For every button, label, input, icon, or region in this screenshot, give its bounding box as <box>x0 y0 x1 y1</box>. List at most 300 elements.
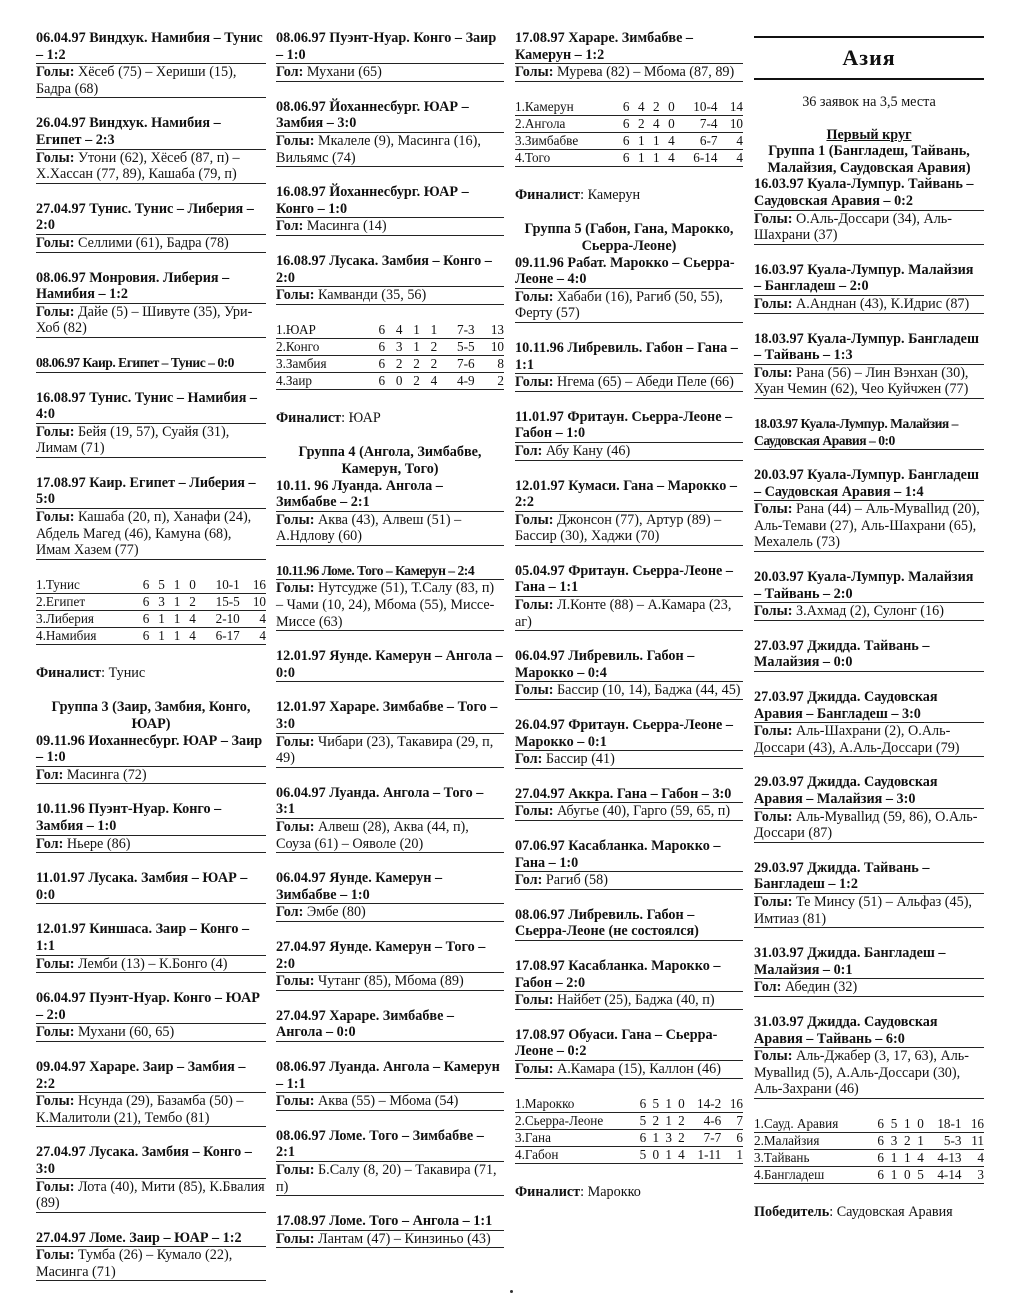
match-goals <box>754 894 984 928</box>
goals-label: Гол: <box>754 979 782 996</box>
team-name: 4.Заир <box>276 372 368 389</box>
match-goals <box>276 64 504 82</box>
standings-table <box>515 99 743 167</box>
goals-text: Масинга (72) <box>66 766 147 783</box>
standings-cell: 1 <box>646 1129 659 1146</box>
standings-cell: 13 <box>475 322 504 339</box>
match-header: 26.04.97 Фритаун. Сьерра-Леоне – Марокко – 0:1 <box>515 717 743 751</box>
goals-text: Рагиб (58) <box>545 872 608 889</box>
match-goals <box>515 803 743 821</box>
goals-label: Голы: <box>276 287 315 304</box>
team-name: 2.Египет <box>36 593 134 610</box>
match-header: 06.04.97 Либревиль. Габон – Марокко – 0:4 <box>515 648 743 682</box>
standings-cell: 1 <box>149 627 165 644</box>
standings-cell: 4 <box>672 1146 685 1163</box>
goals-label: Голы: <box>515 803 554 820</box>
goals-label: Голы: <box>515 288 554 305</box>
page-mark <box>510 1290 513 1293</box>
goals-text: Эмбе (80) <box>306 904 366 921</box>
match-entry <box>276 563 504 631</box>
column-2 <box>276 30 504 1265</box>
standings-row <box>754 1132 984 1149</box>
match-entry <box>515 563 743 631</box>
standings-row <box>36 610 266 627</box>
match-entry <box>754 176 984 244</box>
team-name: 3.Тайвань <box>754 1149 871 1166</box>
match-goals <box>754 723 984 757</box>
team-name: 4.Габон <box>515 1146 633 1163</box>
standings-row <box>515 1129 743 1146</box>
standings-cell: 2 <box>629 115 644 132</box>
match-header: 27.04.97 Ломе. Заир – ЮАР – 1:2 <box>36 1230 266 1248</box>
standings-row <box>276 322 504 339</box>
match-entry <box>36 1230 266 1282</box>
team-name: 1.Марокко <box>515 1096 633 1113</box>
goals-label: Голы: <box>36 423 75 440</box>
standings-row <box>754 1116 984 1133</box>
goals-text: Масинга (14) <box>306 218 387 235</box>
standings-cell: 6 <box>134 627 150 644</box>
match-header: 18.03.97 Куала-Лумпур. Малайзия – Саудовская Аравия – 0:0 <box>754 416 984 450</box>
standings-cell: 6 <box>614 132 629 149</box>
match-entry <box>754 262 984 314</box>
standings-cell: 6 <box>368 338 385 355</box>
goals-text: Б.Салу (8, 20) – Такавира (71, п) <box>276 1161 497 1195</box>
match-entry <box>754 416 984 450</box>
standings-cell: 1 <box>402 322 419 339</box>
standings-cell: 1 <box>884 1166 897 1183</box>
goals-text: Аква (55) – Мбома (54) <box>318 1093 459 1110</box>
goals-text: Ньере (86) <box>66 835 131 852</box>
match-header: 16.03.97 Куала-Лумпур. Тайвань – Саудовская Аравия – 0:2 <box>754 176 984 210</box>
goals-label: Голы: <box>36 1247 75 1264</box>
match-goals <box>515 682 743 700</box>
goals-label: Голы: <box>754 723 793 740</box>
standings-cell: 14 <box>717 99 743 116</box>
finalist-value: : ЮАР <box>341 409 381 426</box>
standings-row <box>515 1096 743 1113</box>
match-header: 10.11.96 Либревиль. Габон – Гана – 1:1 <box>515 340 743 374</box>
round-heading: Первый круг <box>826 126 912 143</box>
standings-cell: 4 <box>629 99 644 116</box>
goals-text: Чутанг (85), Мбома (89) <box>318 973 464 990</box>
standings-row <box>515 1146 743 1163</box>
standings-cell: 7-7 <box>685 1129 721 1146</box>
standings-cell: 1 <box>884 1149 897 1166</box>
standings-cell: 6 <box>633 1129 646 1146</box>
match-goals <box>515 289 743 323</box>
standings-row <box>515 115 743 132</box>
goals-text: Аль-Шахрани (2), О.Аль-Доссари (43), А.Аль-Доссари (79) <box>754 723 960 756</box>
finalist-line <box>36 665 266 682</box>
match-entry <box>276 1059 504 1111</box>
match-header: 06.04.97 Яунде. Камерун – Зимбабве – 1:0 <box>276 870 504 904</box>
standings-cell: 10 <box>717 115 743 132</box>
match-header: 12.01.97 Киншаса. Заир – Конго – 1:1 <box>36 921 266 955</box>
match-entry <box>754 945 984 997</box>
match-header: 09.11.96 Рабат. Марокко – Сьерра-Леоне – 4:0 <box>515 255 743 289</box>
standings-cell: 1 <box>165 593 181 610</box>
match-goals <box>515 64 743 82</box>
standings-row <box>36 577 266 594</box>
match-entry <box>515 717 743 769</box>
match-header: 29.03.97 Джидда. Тайвань – Бангладеш – 1:2 <box>754 860 984 894</box>
goals-text: Лемби (13) – К.Бонго (4) <box>78 955 228 972</box>
standings-cell: 3 <box>149 593 165 610</box>
standings-cell: 1 <box>149 610 165 627</box>
goals-label: Гол: <box>515 872 543 889</box>
standings-cell: 0 <box>646 1146 659 1163</box>
standings-cell: 1 <box>420 322 437 339</box>
standings-cell: 6-7 <box>675 132 718 149</box>
match-header: 08.06.97 Луанда. Ангола – Камерун – 1:1 <box>276 1059 504 1093</box>
goals-label: Голы: <box>36 955 75 972</box>
team-name: 3.Замбия <box>276 355 368 372</box>
standings-cell: 2 <box>475 372 504 389</box>
goals-text: Утони (62), Хёсеб (87, п) – Х.Хассан (77, 89), Кашаба (79, п) <box>36 149 240 183</box>
match-goals <box>515 443 743 461</box>
standings-cell: 1 <box>629 149 644 166</box>
goals-text: Нутсудже (51), Т.Салу (83, п) – Чами (10, 24), Мбома (55), Миссе-Миссе (63) <box>276 580 495 630</box>
match-goals <box>276 133 504 167</box>
standings-cell: 16 <box>721 1096 743 1113</box>
match-entry <box>276 1213 504 1248</box>
team-name: 2.Сьерра-Леоне <box>515 1112 633 1129</box>
goals-text: Аль-Джабер (3, 17, 63), Аль-Мувallид (5), А.Аль-Доссари (30), Аль-Захрани (46) <box>754 1048 969 1098</box>
match-entry <box>276 1128 504 1196</box>
match-goals <box>36 1024 266 1042</box>
standings-cell: 0 <box>660 115 675 132</box>
standings-cell: 4-13 <box>924 1149 962 1166</box>
goals-label: Голы: <box>36 1178 75 1195</box>
match-goals <box>276 819 504 853</box>
match-header: 27.04.97 Яунде. Камерун – Того – 2:0 <box>276 939 504 973</box>
match-entry <box>515 838 743 890</box>
standings-cell: 7-6 <box>437 355 474 372</box>
goals-text: Лота (40), Мити (85), К.Бвалия (89) <box>36 1178 265 1212</box>
finalist-line <box>515 1184 743 1201</box>
match-entry <box>36 801 266 853</box>
team-name: 4.Бангладеш <box>754 1166 871 1183</box>
match-entry <box>36 355 266 373</box>
goals-text: А.Камара (15), Каллон (46) <box>557 1060 721 1077</box>
match-header: 10.11.96 Ломе. Того – Камерун – 2:4 <box>276 563 504 581</box>
match-entry <box>515 907 743 941</box>
standings-table <box>754 1116 984 1184</box>
finalist-line <box>515 187 743 204</box>
match-header: 27.04.97 Аккра. Гана – Габон – 3:0 <box>515 786 743 804</box>
match-header: 08.06.97 Пуэнт-Нуар. Конго – Заир – 1:0 <box>276 30 504 64</box>
standings-cell: 0 <box>911 1116 924 1133</box>
goals-text: Аль-Мувallид (59, 86), О.Аль-Доссари (87) <box>754 808 978 842</box>
goals-label: Голы: <box>276 973 315 990</box>
standings-cell: 6 <box>368 322 385 339</box>
match-header: 10.11. 96 Луанда. Ангола – Зимбабве – 2:1 <box>276 478 504 512</box>
standings-cell: 0 <box>385 372 402 389</box>
match-entry <box>276 253 504 305</box>
standings-cell: 6 <box>721 1129 743 1146</box>
match-header: 11.01.97 Фритаун. Сьерра-Леоне – Габон – 1:0 <box>515 409 743 443</box>
standings-cell: 2 <box>385 355 402 372</box>
standings-cell: 2 <box>645 99 660 116</box>
goals-label: Голы: <box>36 234 75 251</box>
goals-text: Бассир (41) <box>545 751 615 768</box>
goals-text: Хёсеб (75) – Хериши (15), Бадра (68) <box>36 64 237 97</box>
match-entry <box>754 1014 984 1099</box>
goals-label: Голы: <box>754 501 793 518</box>
match-entry <box>754 569 984 621</box>
match-goals <box>36 150 266 184</box>
goals-label: Гол: <box>36 766 64 783</box>
finalist-value: : Тунис <box>101 664 146 681</box>
match-entry <box>754 638 984 672</box>
standings-row <box>276 372 504 389</box>
section-title: Азия <box>754 36 984 80</box>
goals-label: Голы: <box>754 808 793 825</box>
standings-cell: 4-6 <box>685 1112 721 1129</box>
match-header: 27.03.97 Джидда. Саудовская Аравия – Бангладеш – 3:0 <box>754 689 984 723</box>
standings-cell: 4-9 <box>437 372 474 389</box>
goals-text: Рана (56) – Лин Вэнхан (30), Хуан Чемин (62), Чео Куйчжен (77) <box>754 364 969 398</box>
goals-text: Камванди (35, 56) <box>318 287 427 304</box>
match-header: 05.04.97 Фритаун. Сьерра-Леоне – Гана – 1:1 <box>515 563 743 597</box>
match-entry <box>754 331 984 399</box>
match-header: 07.06.97 Касабланка. Марокко – Гана – 1:0 <box>515 838 743 872</box>
match-header: 12.01.97 Хараре. Зимбабве – Того – 3:0 <box>276 699 504 733</box>
match-header: 08.06.97 Ломе. Того – Зимбабве – 2:1 <box>276 1128 504 1162</box>
goals-text: Мкалеле (9), Масинга (16), Вильямс (74) <box>276 132 481 166</box>
goals-label: Гол: <box>36 835 64 852</box>
match-goals <box>754 211 984 245</box>
standings-cell: 1 <box>645 132 660 149</box>
goals-text: Абу Кану (46) <box>545 442 631 459</box>
standings-cell: 1 <box>721 1146 743 1163</box>
goals-label: Голы: <box>36 149 75 166</box>
match-header: 20.03.97 Куала-Лумпур. Бангладеш – Саудовская Аравия – 1:4 <box>754 467 984 501</box>
match-goals <box>36 424 266 458</box>
goals-label: Голы: <box>276 733 315 750</box>
goals-label: Голы: <box>276 819 315 835</box>
standings-cell: 6 <box>134 593 150 610</box>
standings-cell: 2 <box>402 355 419 372</box>
standings-cell: 4 <box>645 115 660 132</box>
goals-text: А.Анднан (43), К.Идрис (87) <box>796 295 970 312</box>
team-name: 1.Сауд. Аравия <box>754 1116 871 1133</box>
standings-cell: 5-5 <box>437 338 474 355</box>
standings-row <box>515 99 743 116</box>
column-4 <box>754 30 984 1239</box>
match-goals <box>276 1162 504 1196</box>
goals-label: Голы: <box>276 1230 315 1247</box>
match-goals <box>276 287 504 305</box>
match-header: 09.11.96 Иоханнесбург. ЮАР – Заир – 1:0 <box>36 733 266 767</box>
group-heading: Группа 1 (Бангладеш, Тайвань, Малайзия, Саудовская Аравия) <box>767 143 971 176</box>
match-header: 06.04.97 Пуэнт-Нуар. Конго – ЮАР – 2:0 <box>36 990 266 1024</box>
standings-row <box>515 1112 743 1129</box>
finalist-label: Победитель <box>754 1203 830 1220</box>
team-name: 2.Конго <box>276 338 368 355</box>
match-entry <box>754 689 984 757</box>
match-entry <box>515 340 743 392</box>
match-goals <box>36 304 266 338</box>
match-goals <box>754 979 984 997</box>
match-goals <box>36 1247 266 1281</box>
goals-text: Чибари (23), Такавира (29, п, 49) <box>276 733 494 767</box>
goals-label: Голы: <box>36 1024 75 1041</box>
standings-cell: 7-4 <box>675 115 718 132</box>
match-entry <box>36 201 266 253</box>
goals-label: Гол: <box>515 751 543 768</box>
standings-cell: 2 <box>180 593 196 610</box>
match-header: 16.03.97 Куала-Лумпур. Малайзия – Бангладеш – 2:0 <box>754 262 984 296</box>
match-entry <box>276 870 504 922</box>
match-header: 29.03.97 Джидда. Саудовская Аравия – Малайзия – 3:0 <box>754 774 984 808</box>
finalist-label: Финалист <box>276 409 342 426</box>
goals-text: Бейя (19, 57), Суайя (31), Лимам (71) <box>36 423 230 457</box>
match-header: 08.06.97 Каир. Египет – Тунис – 0:0 <box>36 355 266 373</box>
standings-row <box>276 338 504 355</box>
standings-cell: 10 <box>240 593 266 610</box>
goals-text: Нгема (65) – Абеди Пеле (66) <box>557 374 734 391</box>
match-entry <box>276 184 504 236</box>
match-header: 17.08.97 Каир. Египет – Либерия – 5:0 <box>36 475 266 509</box>
standings-cell: 3 <box>385 338 402 355</box>
goals-label: Голы: <box>515 682 554 699</box>
standings-cell: 14-2 <box>685 1096 721 1113</box>
standings-cell: 1 <box>659 1112 672 1129</box>
team-name: 4.Того <box>515 149 614 166</box>
match-header: 17.08.97 Хараре. Зимбабве – Камерун – 1:2 <box>515 30 743 64</box>
standings-cell: 4 <box>911 1149 924 1166</box>
match-entry <box>754 467 984 552</box>
match-goals <box>515 872 743 890</box>
goals-text: Бассир (10, 14), Баджа (44, 45) <box>557 682 741 699</box>
standings-cell: 1-11 <box>685 1146 721 1163</box>
standings-cell: 4 <box>180 627 196 644</box>
match-goals <box>36 767 266 785</box>
standings-cell: 4 <box>420 372 437 389</box>
standings-table <box>36 577 266 645</box>
match-entry <box>276 699 504 767</box>
match-header: 12.01.97 Кумаси. Гана – Марокко – 2:2 <box>515 478 743 512</box>
team-name: 4.Намибия <box>36 627 134 644</box>
match-entry <box>276 1008 504 1042</box>
match-goals <box>276 1093 504 1111</box>
match-entry <box>36 921 266 973</box>
goals-text: Те Минсу (51) – Альфаз (45), Имтиаз (81) <box>754 893 972 927</box>
match-entry <box>36 870 266 904</box>
goals-text: Аква (43), Алвеш (51) – А.Ндлову (60) <box>276 511 462 545</box>
match-goals <box>276 580 504 631</box>
goals-label: Голы: <box>36 1093 75 1110</box>
standings-cell: 6 <box>368 355 385 372</box>
match-header: 27.03.97 Джидда. Тайвань – Малайзия – 0:0 <box>754 638 984 672</box>
standings-cell: 0 <box>897 1166 910 1183</box>
standings-cell: 0 <box>180 577 196 594</box>
match-header: 08.06.97 Йоханнесбург. ЮАР – Замбия – 3:0 <box>276 99 504 133</box>
match-entry <box>515 409 743 461</box>
goals-label: Голы: <box>515 597 554 614</box>
standings-cell: 0 <box>660 99 675 116</box>
match-header: 06.04.97 Виндхук. Намибия – Тунис – 1:2 <box>36 30 266 64</box>
standings-cell: 6 <box>871 1166 884 1183</box>
match-entry <box>36 30 266 98</box>
match-goals <box>754 501 984 552</box>
standings-cell: 5 <box>633 1146 646 1163</box>
match-goals <box>276 973 504 991</box>
standings-cell: 2 <box>646 1112 659 1129</box>
goals-label: Голы: <box>754 210 793 227</box>
standings-cell: 4 <box>717 149 743 166</box>
goals-label: Голы: <box>36 509 75 526</box>
match-goals <box>515 751 743 769</box>
match-header: 18.03.97 Куала-Лумпур. Бангладеш – Тайвань – 1:3 <box>754 331 984 365</box>
goals-label: Голы: <box>276 132 315 149</box>
match-goals <box>276 218 504 236</box>
standings-cell: 2 <box>897 1132 910 1149</box>
standings-row <box>515 149 743 166</box>
team-name: 3.Гана <box>515 1129 633 1146</box>
standings-cell: 1 <box>629 132 644 149</box>
finalist-label: Финалист <box>515 1183 581 1200</box>
goals-label: Голы: <box>515 511 554 528</box>
match-header: 17.08.97 Ломе. Того – Ангола – 1:1 <box>276 1213 504 1231</box>
match-entry <box>276 30 504 82</box>
section-subtitle: 36 заявок на 3,5 места <box>802 94 936 110</box>
match-goals <box>36 1179 266 1213</box>
match-header: 16.08.97 Тунис. Тунис – Намибия – 4:0 <box>36 390 266 424</box>
finalist-value: : Саудовская Аравия <box>829 1203 953 1220</box>
standings-cell: 6 <box>134 577 150 594</box>
standings-cell: 1 <box>165 610 181 627</box>
match-goals <box>754 1048 984 1099</box>
standings-row <box>36 593 266 610</box>
goals-label: Голы: <box>754 364 793 381</box>
goals-label: Гол: <box>276 64 304 81</box>
column-1 <box>36 30 266 1298</box>
standings-cell: 5 <box>911 1166 924 1183</box>
standings-cell: 6 <box>368 372 385 389</box>
goals-text: Хабаби (16), Рагиб (50, 55), Ферту (57) <box>515 288 723 322</box>
match-goals <box>276 512 504 546</box>
match-entry <box>36 475 266 560</box>
goals-text: Мухани (65) <box>306 64 382 81</box>
team-name: 3.Зимбабве <box>515 132 614 149</box>
goals-text: Алвеш (28), Аква (44, п), Соуза (61) – Ояволе (20) <box>276 819 469 852</box>
standings-cell: 1 <box>402 338 419 355</box>
goals-text: Мурева (82) – Мбома (87, 89) <box>557 64 735 81</box>
match-goals <box>754 365 984 399</box>
match-goals <box>754 603 984 621</box>
standings-cell: 1 <box>897 1116 910 1133</box>
standings-cell: 6 <box>134 610 150 627</box>
standings-cell: 1 <box>659 1146 672 1163</box>
standings-cell: 16 <box>240 577 266 594</box>
match-entry <box>276 785 504 853</box>
finalist-label: Финалист <box>515 186 581 203</box>
standings-cell: 2 <box>672 1112 685 1129</box>
match-entry <box>36 1059 266 1127</box>
match-goals <box>754 296 984 314</box>
match-header: 17.08.97 Касабланка. Марокко – Габон – 2:0 <box>515 958 743 992</box>
match-entry <box>515 786 743 821</box>
goals-label: Голы: <box>276 1093 315 1110</box>
goals-text: Абедин (32) <box>784 979 858 996</box>
match-entry <box>36 270 266 338</box>
match-header: 17.08.97 Обуаси. Гана – Сьерра-Леоне – 0:2 <box>515 1027 743 1061</box>
standings-cell: 4 <box>385 322 402 339</box>
match-header: 20.03.97 Куала-Лумпур. Малайзия – Тайвань – 2:0 <box>754 569 984 603</box>
